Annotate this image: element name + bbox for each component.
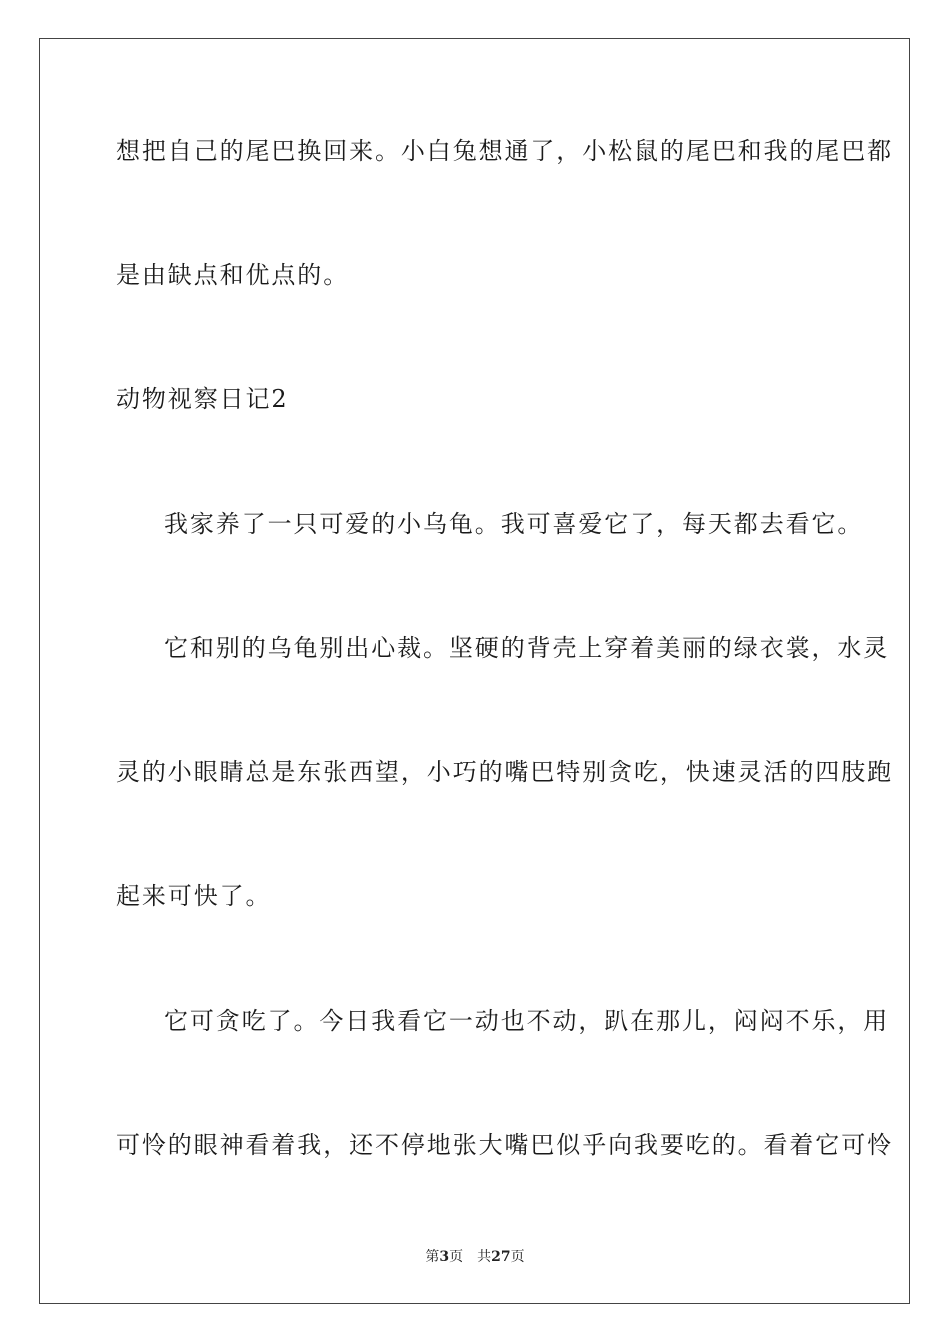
- paragraph-line-1: 我家养了一只可爱的小乌龟。我可喜爱它了，每天都去看它。: [164, 510, 864, 538]
- paragraph-line-4: 起来可快了。: [116, 882, 272, 910]
- page-footer: [0, 1246, 950, 1266]
- paragraph-line-2: 它和别的乌龟别出心裁。坚硬的背壳上穿着美丽的绿衣裳，水灵: [164, 634, 890, 662]
- page-border: [39, 38, 910, 1304]
- total-suffix: 页: [510, 1249, 525, 1265]
- paragraph-line-6: 可怜的眼神看着我，还不停地张大嘴巴似乎向我要吃的。看着它可怜: [116, 1131, 893, 1159]
- page-prefix: 第: [425, 1249, 440, 1265]
- paragraph-line-3: 灵的小眼睛总是东张西望，小巧的嘴巴特别贪吃，快速灵活的四肢跑: [116, 758, 893, 786]
- total-prefix: 共: [477, 1249, 492, 1265]
- total-pages: 27: [491, 1249, 511, 1265]
- page-suffix: 页: [449, 1249, 464, 1265]
- paragraph-line-5: 它可贪吃了。今日我看它一动也不动，趴在那儿，闷闷不乐，用: [164, 1007, 890, 1035]
- section-heading: 动物视察日记2: [116, 385, 289, 413]
- page-number: 3: [439, 1249, 450, 1265]
- text-line-2: 是由缺点和优点的。: [116, 261, 350, 289]
- text-line-1: 想把自己的尾巴换回来。小白兔想通了，小松鼠的尾巴和我的尾巴都: [116, 137, 893, 165]
